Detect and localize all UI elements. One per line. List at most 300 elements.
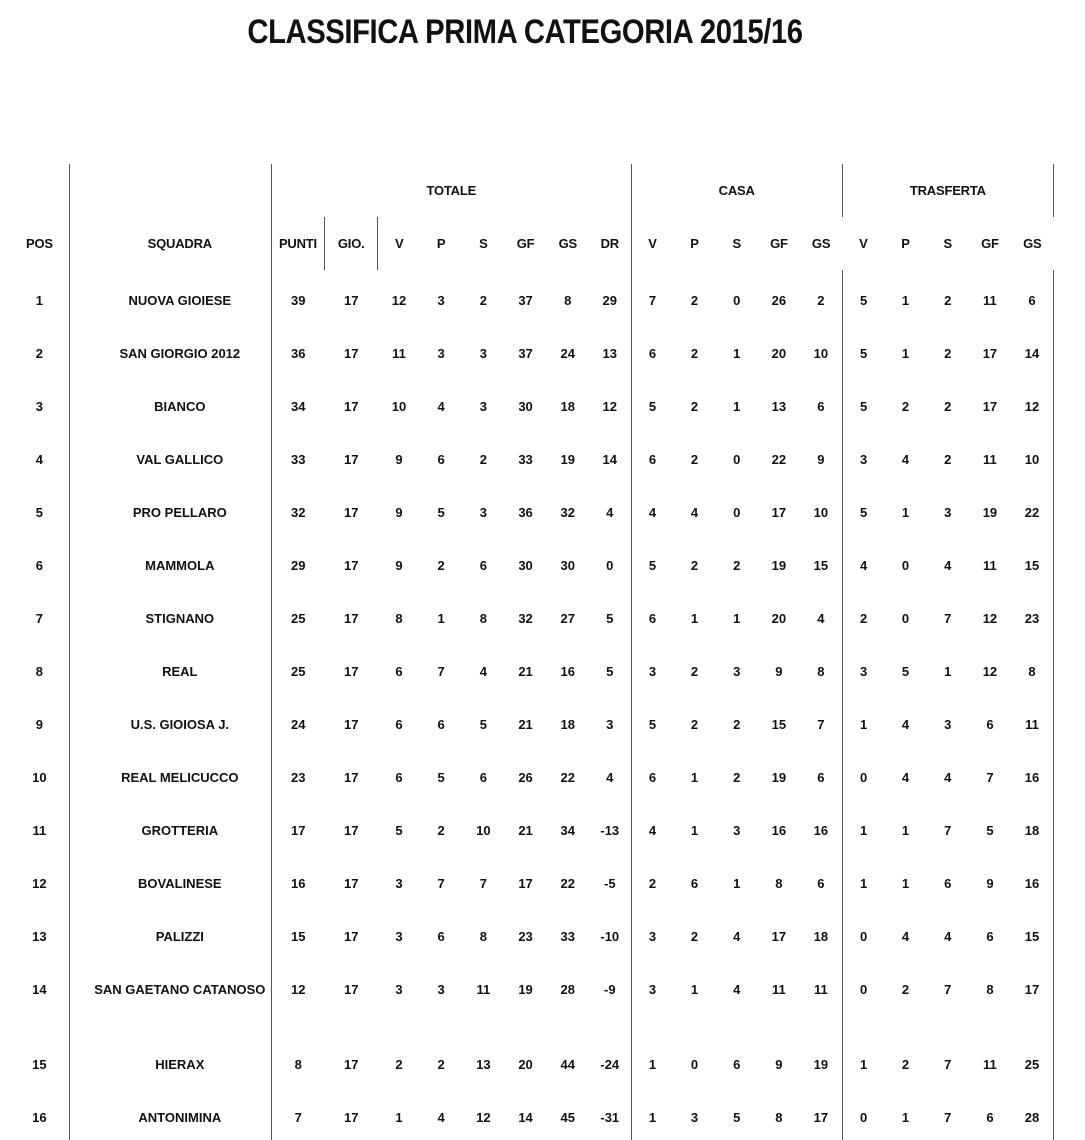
cell-casa-gs: 17 (800, 1087, 842, 1140)
table-row (10, 747, 1054, 800)
cell-trasferta-gf: 8 (986, 982, 994, 997)
cell-trasferta-gf: 5 (986, 823, 994, 838)
table-row (10, 853, 1054, 906)
cell-trasferta-p: 2 (901, 399, 910, 414)
cell-totale-v: 2 (395, 1057, 403, 1072)
standings-table (10, 164, 1054, 1140)
cell-totale-gf: 21 (518, 717, 533, 732)
cell-trasferta-s: 3 (944, 717, 952, 732)
cell-casa-p: 2 (690, 929, 699, 944)
cell-giocate: 17 (343, 929, 359, 944)
group-header-trasferta: TRASFERTA (842, 164, 1053, 217)
cell-casa-p: 2 (690, 452, 699, 467)
cell-totale-dr: 4 (589, 482, 631, 535)
column-header-casa-gs: GS (811, 235, 831, 251)
column-header-totale-dr: DR (589, 217, 631, 270)
group-header-empty (10, 164, 69, 217)
cell-totale-dr: -9 (589, 959, 631, 1034)
cell-totale-s: 2 (479, 452, 487, 467)
cell-squadra: VAL GALLICO (69, 429, 271, 482)
cell-totale-p: 2 (437, 823, 445, 838)
cell-punti: 7 (271, 1087, 324, 1140)
cell-trasferta-s: 4 (944, 929, 952, 944)
cell-giocate: 17 (343, 876, 359, 891)
cell-pos: 3 (35, 399, 44, 414)
cell-totale-p: 7 (437, 876, 445, 891)
cell-trasferta-p: 2 (901, 1057, 910, 1072)
cell-trasferta-gs: 22 (1011, 482, 1053, 535)
cell-casa-p: 2 (690, 558, 699, 573)
cell-casa-s: 3 (733, 823, 741, 838)
cell-trasferta-s: 7 (944, 982, 952, 997)
cell-squadra: BIANCO (69, 376, 271, 429)
column-header-squadra: SQUADRA (69, 217, 271, 270)
cell-totale-s: 3 (479, 399, 487, 414)
cell-trasferta-s: 2 (944, 346, 952, 361)
column-header-totale-s: S (479, 235, 488, 251)
column-header-pos: POS (25, 235, 53, 251)
cell-trasferta-p: 1 (901, 876, 910, 891)
cell-totale-s: 11 (476, 982, 491, 997)
cell-totale-v: 3 (395, 982, 403, 997)
cell-totale-v: 6 (395, 717, 403, 732)
table-row (10, 482, 1054, 535)
column-header-trasferta-gf: GF (981, 235, 999, 251)
cell-casa-s: 0 (733, 505, 741, 520)
cell-pos: 14 (32, 982, 47, 997)
cell-totale-s: 6 (479, 558, 487, 573)
cell-totale-p: 3 (437, 982, 445, 997)
cell-totale-p: 4 (437, 1110, 445, 1125)
table-row (10, 906, 1054, 959)
cell-squadra: GROTTERIA (69, 800, 271, 853)
cell-casa-v: 6 (648, 770, 657, 785)
cell-giocate: 17 (343, 664, 359, 679)
cell-totale-gs: 19 (560, 452, 575, 467)
cell-trasferta-gf: 11 (983, 558, 997, 573)
cell-totale-dr: -5 (589, 853, 631, 906)
cell-totale-dr: -24 (589, 1034, 631, 1087)
cell-totale-dr: 3 (589, 694, 631, 747)
cell-casa-v: 3 (648, 982, 657, 997)
cell-squadra: REAL MELICUCCO (69, 747, 271, 800)
cell-casa-gf: 26 (771, 293, 787, 308)
group-header-casa: CASA (631, 164, 842, 217)
cell-totale-s: 3 (479, 346, 487, 361)
cell-totale-dr: 4 (589, 747, 631, 800)
cell-punti: 12 (271, 959, 324, 1034)
cell-casa-v: 6 (648, 611, 657, 626)
cell-casa-v: 3 (648, 664, 657, 679)
cell-pos: 12 (32, 876, 47, 891)
cell-trasferta-gs: 28 (1011, 1087, 1053, 1140)
cell-pos: 7 (35, 611, 44, 626)
cell-squadra: ANTONIMINA (69, 1087, 271, 1140)
column-header-totale-gs: GS (558, 235, 577, 251)
cell-casa-s: 2 (733, 558, 741, 573)
cell-squadra: REAL (69, 641, 271, 694)
group-header-row (10, 164, 1054, 217)
cell-trasferta-s: 3 (944, 505, 952, 520)
column-header-casa-s: S (732, 235, 741, 251)
cell-trasferta-s: 4 (944, 558, 952, 573)
cell-totale-gs: 32 (560, 505, 575, 520)
cell-trasferta-v: 5 (859, 505, 868, 520)
cell-casa-gs: 18 (800, 906, 842, 959)
cell-totale-s: 10 (476, 823, 491, 838)
cell-trasferta-p: 1 (901, 293, 910, 308)
cell-totale-gs: 18 (560, 399, 575, 414)
cell-trasferta-s: 2 (944, 399, 952, 414)
cell-totale-dr: 29 (589, 270, 631, 323)
cell-totale-v: 1 (395, 1110, 403, 1125)
column-header-giocate: GIO. (325, 217, 378, 270)
cell-totale-s: 5 (479, 717, 487, 732)
cell-casa-gs: 11 (800, 959, 842, 1034)
cell-trasferta-v: 4 (859, 558, 868, 573)
column-header-casa-gf: GF (770, 235, 788, 251)
cell-giocate: 17 (343, 717, 359, 732)
cell-totale-dr: 13 (589, 323, 631, 376)
cell-casa-gf: 9 (775, 1057, 783, 1072)
cell-giocate: 17 (343, 611, 359, 626)
cell-squadra: SAN GAETANO CATANOSO (69, 959, 271, 1034)
cell-trasferta-v: 3 (859, 452, 868, 467)
table-row (10, 535, 1054, 588)
cell-totale-gf: 36 (518, 505, 533, 520)
cell-squadra: SAN GIORGIO 2012 (69, 323, 271, 376)
cell-casa-gs: 10 (800, 323, 842, 376)
cell-totale-p: 3 (437, 293, 445, 308)
cell-totale-s: 6 (479, 770, 487, 785)
cell-casa-gf: 8 (775, 876, 783, 891)
cell-totale-gs: 45 (560, 1110, 575, 1125)
cell-trasferta-gs: 14 (1011, 323, 1053, 376)
table-row (10, 588, 1054, 641)
cell-casa-v: 5 (648, 399, 657, 414)
cell-totale-s: 3 (479, 505, 487, 520)
cell-totale-v: 9 (395, 558, 403, 573)
cell-totale-gf: 30 (518, 558, 533, 573)
cell-casa-gs: 9 (800, 429, 842, 482)
cell-casa-p: 1 (690, 770, 699, 785)
cell-pos: 4 (35, 452, 44, 467)
cell-trasferta-gs: 11 (1011, 694, 1053, 747)
cell-trasferta-gs: 8 (1011, 641, 1053, 694)
cell-casa-gf: 19 (771, 558, 787, 573)
cell-totale-gf: 17 (518, 876, 533, 891)
cell-casa-gs: 6 (800, 853, 842, 906)
cell-totale-gs: 33 (560, 929, 575, 944)
cell-casa-s: 1 (733, 876, 741, 891)
column-header-trasferta-v: V (859, 235, 868, 251)
cell-trasferta-gf: 11 (983, 293, 997, 308)
cell-totale-gf: 21 (518, 664, 533, 679)
cell-trasferta-gf: 6 (986, 1110, 994, 1125)
cell-casa-gf: 19 (771, 770, 787, 785)
cell-trasferta-p: 4 (901, 770, 910, 785)
cell-casa-gf: 20 (771, 346, 787, 361)
cell-trasferta-gf: 6 (986, 929, 994, 944)
cell-trasferta-s: 4 (944, 770, 952, 785)
cell-trasferta-gf: 12 (982, 611, 998, 626)
cell-casa-s: 6 (733, 1057, 741, 1072)
cell-giocate: 17 (343, 452, 359, 467)
cell-punti: 39 (271, 270, 324, 323)
cell-casa-gs: 15 (800, 535, 842, 588)
cell-trasferta-p: 1 (901, 1110, 910, 1125)
cell-totale-dr: -31 (589, 1087, 631, 1140)
cell-giocate: 17 (343, 982, 359, 997)
cell-trasferta-gf: 19 (982, 505, 998, 520)
cell-casa-gf: 20 (771, 611, 787, 626)
cell-trasferta-p: 4 (901, 452, 910, 467)
cell-totale-gs: 27 (560, 611, 575, 626)
cell-totale-gs: 22 (560, 876, 575, 891)
cell-trasferta-v: 0 (859, 982, 868, 997)
cell-casa-gs: 16 (800, 800, 842, 853)
cell-pos: 15 (32, 1057, 47, 1072)
cell-totale-dr: 14 (589, 429, 631, 482)
cell-punti: 23 (271, 747, 324, 800)
cell-casa-gf: 9 (775, 664, 783, 679)
cell-casa-v: 5 (648, 558, 657, 573)
cell-totale-gs: 22 (560, 770, 575, 785)
cell-trasferta-gs: 6 (1011, 270, 1053, 323)
cell-trasferta-gs: 12 (1011, 376, 1053, 429)
cell-casa-gf: 11 (772, 982, 786, 997)
cell-trasferta-gf: 17 (982, 399, 998, 414)
cell-trasferta-gs: 15 (1011, 906, 1053, 959)
cell-casa-gf: 15 (771, 717, 787, 732)
cell-casa-p: 1 (690, 982, 699, 997)
cell-totale-gs: 16 (560, 664, 575, 679)
cell-trasferta-gf: 11 (983, 1057, 997, 1072)
cell-casa-v: 5 (648, 717, 657, 732)
cell-totale-s: 2 (479, 293, 487, 308)
cell-casa-gs: 6 (800, 747, 842, 800)
cell-pos: 6 (35, 558, 44, 573)
cell-totale-dr: -10 (589, 906, 631, 959)
cell-punti: 15 (271, 906, 324, 959)
cell-trasferta-s: 7 (944, 1110, 952, 1125)
cell-trasferta-gs: 10 (1011, 429, 1053, 482)
cell-trasferta-gs: 15 (1011, 535, 1053, 588)
cell-giocate: 17 (343, 293, 359, 308)
cell-giocate: 17 (343, 770, 359, 785)
cell-punti: 24 (271, 694, 324, 747)
cell-trasferta-p: 0 (901, 558, 910, 573)
cell-trasferta-gs: 17 (1011, 959, 1053, 1034)
cell-trasferta-v: 3 (859, 664, 868, 679)
cell-trasferta-s: 1 (944, 664, 952, 679)
table-row (10, 376, 1054, 429)
cell-trasferta-s: 7 (944, 823, 952, 838)
cell-casa-p: 6 (690, 876, 699, 891)
cell-totale-gf: 21 (518, 823, 533, 838)
cell-trasferta-gs: 18 (1011, 800, 1053, 853)
cell-casa-gs: 6 (800, 376, 842, 429)
column-header-casa-v: V (648, 235, 657, 251)
cell-casa-p: 2 (690, 346, 699, 361)
cell-totale-p: 2 (437, 558, 445, 573)
column-header-trasferta-p: P (901, 235, 910, 251)
cell-giocate: 17 (343, 1110, 359, 1125)
cell-casa-p: 0 (690, 1057, 699, 1072)
cell-trasferta-v: 5 (859, 399, 868, 414)
cell-trasferta-s: 7 (944, 611, 952, 626)
cell-casa-s: 0 (733, 293, 741, 308)
cell-totale-s: 8 (479, 611, 487, 626)
column-header-casa-p: P (690, 235, 699, 251)
cell-totale-s: 13 (476, 1057, 491, 1072)
cell-trasferta-v: 1 (859, 1057, 868, 1072)
cell-totale-gf: 20 (518, 1057, 533, 1072)
cell-casa-gs: 19 (800, 1034, 842, 1087)
cell-totale-gs: 18 (560, 717, 575, 732)
cell-squadra: PRO PELLARO (69, 482, 271, 535)
cell-trasferta-v: 1 (859, 876, 868, 891)
cell-squadra: HIERAX (69, 1034, 271, 1087)
cell-casa-v: 3 (648, 929, 657, 944)
cell-trasferta-gf: 17 (982, 346, 998, 361)
cell-punti: 34 (271, 376, 324, 429)
standings-body (10, 270, 1054, 1140)
table-row (10, 429, 1054, 482)
cell-totale-s: 7 (479, 876, 487, 891)
cell-totale-p: 2 (437, 1057, 445, 1072)
cell-casa-p: 3 (690, 1110, 699, 1125)
table-row (10, 1087, 1054, 1140)
cell-trasferta-v: 0 (859, 770, 868, 785)
cell-totale-gf: 14 (518, 1110, 533, 1125)
cell-totale-gf: 19 (518, 982, 533, 997)
cell-trasferta-v: 1 (859, 823, 868, 838)
cell-casa-gs: 2 (800, 270, 842, 323)
cell-totale-dr: -13 (589, 800, 631, 853)
cell-trasferta-s: 6 (944, 876, 952, 891)
cell-pos: 13 (32, 929, 47, 944)
cell-pos: 5 (35, 505, 44, 520)
cell-trasferta-v: 2 (859, 611, 868, 626)
cell-totale-gs: 8 (564, 293, 572, 308)
cell-trasferta-s: 2 (944, 293, 952, 308)
cell-casa-v: 1 (648, 1110, 657, 1125)
cell-casa-gs: 8 (800, 641, 842, 694)
cell-casa-p: 1 (690, 823, 699, 838)
cell-trasferta-gs: 16 (1011, 747, 1053, 800)
cell-trasferta-p: 1 (901, 505, 910, 520)
table-row (10, 800, 1054, 853)
table-row (10, 270, 1054, 323)
cell-totale-p: 3 (437, 346, 445, 361)
cell-squadra: MAMMOLA (69, 535, 271, 588)
cell-giocate: 17 (343, 505, 359, 520)
cell-trasferta-s: 2 (944, 452, 952, 467)
cell-totale-v: 3 (395, 929, 403, 944)
cell-trasferta-p: 4 (901, 717, 910, 732)
table-row (10, 1034, 1054, 1087)
cell-squadra: NUOVA GIOIESE (69, 270, 271, 323)
cell-pos: 1 (35, 293, 44, 308)
cell-casa-v: 6 (648, 452, 657, 467)
cell-casa-gs: 4 (800, 588, 842, 641)
cell-pos: 2 (35, 346, 44, 361)
cell-casa-gf: 8 (775, 1110, 783, 1125)
cell-totale-p: 7 (437, 664, 445, 679)
cell-totale-dr: 0 (589, 535, 631, 588)
cell-casa-v: 2 (648, 876, 657, 891)
cell-trasferta-p: 5 (901, 664, 910, 679)
cell-totale-p: 5 (437, 770, 445, 785)
cell-casa-v: 7 (648, 293, 657, 308)
cell-casa-s: 5 (733, 1110, 741, 1125)
cell-casa-s: 2 (733, 770, 741, 785)
cell-squadra: STIGNANO (69, 588, 271, 641)
cell-totale-gf: 33 (518, 452, 533, 467)
cell-squadra: PALIZZI (69, 906, 271, 959)
cell-pos: 10 (32, 770, 47, 785)
cell-totale-s: 4 (479, 664, 487, 679)
cell-trasferta-p: 2 (901, 982, 910, 997)
cell-trasferta-gs: 25 (1011, 1034, 1053, 1087)
cell-casa-s: 3 (733, 664, 741, 679)
cell-trasferta-gf: 9 (986, 876, 994, 891)
cell-totale-gf: 37 (518, 346, 533, 361)
column-header-trasferta-s: S (943, 235, 952, 251)
cell-punti: 25 (271, 588, 324, 641)
cell-totale-p: 5 (437, 505, 445, 520)
cell-giocate: 17 (343, 399, 359, 414)
cell-casa-s: 0 (733, 452, 741, 467)
cell-trasferta-gf: 12 (982, 664, 998, 679)
cell-totale-v: 3 (395, 876, 403, 891)
cell-pos: 16 (32, 1110, 47, 1125)
cell-totale-gf: 32 (518, 611, 533, 626)
cell-totale-gs: 30 (560, 558, 575, 573)
cell-casa-s: 4 (733, 929, 741, 944)
column-header-totale-v: V (378, 217, 420, 270)
cell-totale-gs: 24 (560, 346, 575, 361)
cell-casa-p: 2 (690, 399, 699, 414)
cell-totale-v: 11 (392, 346, 406, 361)
cell-giocate: 17 (343, 1057, 359, 1072)
cell-giocate: 17 (343, 558, 359, 573)
column-header-row (10, 217, 1054, 270)
cell-casa-v: 6 (648, 346, 657, 361)
cell-trasferta-gf: 7 (986, 770, 994, 785)
column-header-totale-p: P (436, 235, 446, 251)
cell-punti: 17 (271, 800, 324, 853)
cell-casa-p: 2 (690, 664, 699, 679)
cell-casa-s: 1 (733, 611, 741, 626)
cell-trasferta-p: 4 (901, 929, 910, 944)
page-title: CLASSIFICA PRIMA CATEGORIA 2015/16 (247, 13, 803, 51)
cell-totale-v: 6 (395, 664, 403, 679)
cell-casa-v: 4 (648, 823, 657, 838)
cell-trasferta-v: 0 (859, 1110, 868, 1125)
cell-casa-p: 4 (690, 505, 699, 520)
cell-casa-gs: 10 (800, 482, 842, 535)
cell-totale-v: 6 (395, 770, 403, 785)
cell-totale-p: 6 (437, 717, 445, 732)
cell-totale-p: 1 (437, 611, 445, 626)
cell-totale-dr: 5 (589, 641, 631, 694)
cell-casa-gf: 16 (771, 823, 787, 838)
cell-pos: 8 (35, 664, 44, 679)
cell-trasferta-v: 1 (859, 717, 868, 732)
table-row (10, 694, 1054, 747)
